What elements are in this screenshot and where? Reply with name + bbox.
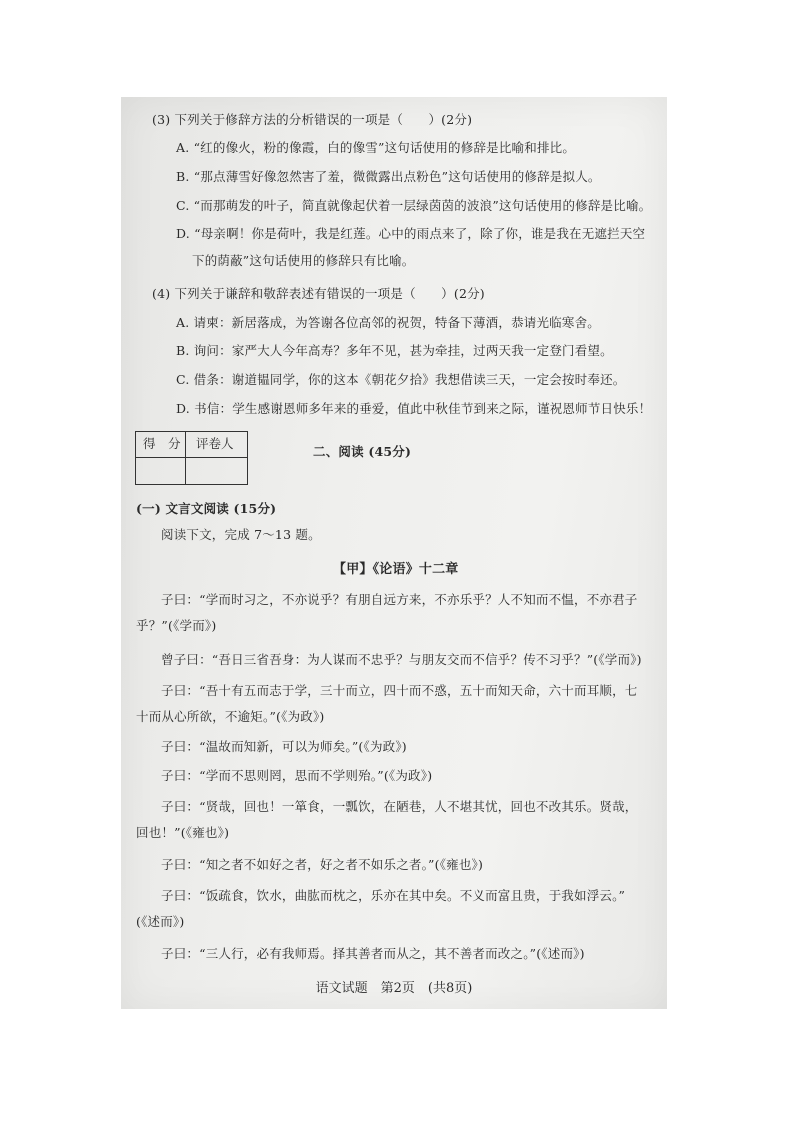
score-label: 得 分 <box>143 436 181 451</box>
q4-option-d: D. 书信：学生感谢恩师多年来的垂爱，值此中秋佳节到来之际，谨祝恩师节日快乐！ <box>176 401 652 416</box>
analects-chapter-5: 子曰：“学而不思则罔，思而不学则殆。”(《为政》) <box>161 768 433 783</box>
analects-chapter-3-line2: 十而从心所欲，不逾矩。”(《为政》) <box>136 709 325 724</box>
analects-chapter-9: 子曰：“三人行，必有我师焉。择其善者而从之，其不善者而改之。”(《述而》) <box>161 946 585 961</box>
analects-chapter-3-line1: 子曰：“吾十有五而志于学，三十而立，四十而不惑，五十而知天命，六十而耳顺，七 <box>161 683 638 698</box>
q3-option-b: B. “那点薄雪好像忽然害了羞，微微露出点粉色”这句话使用的修辞是拟人。 <box>176 169 601 184</box>
section-title: 二、阅读 (45分) <box>313 444 412 459</box>
part-title: (一) 文言文阅读 (15分) <box>136 501 277 516</box>
analects-chapter-6-line2: 回也！”(《雍也》) <box>136 825 230 840</box>
q3-option-c: C. “而那萌发的叶子，简直就像起伏着一层绿茵茵的波浪”这句话使用的修辞是比喻。 <box>176 198 652 213</box>
analects-chapter-6-line1: 子曰：“贤哉，回也！一箪食，一瓢饮，在陋巷，人不堪其忧，回也不改其乐。贤哉， <box>161 799 638 814</box>
analects-chapter-1-line1: 子曰：“学而时习之，不亦说乎？有朋自远方来，不亦乐乎？人不知而不愠，不亦君子 <box>161 592 638 607</box>
score-table-column-divider <box>185 432 186 484</box>
q3-option-d-line2: 下的荫蔽”这句话使用的修辞只有比喻。 <box>192 253 415 268</box>
q4-stem: (4) 下列关于谦辞和敬辞表述有错误的一项是（ ）(2分) <box>152 286 485 301</box>
score-table-divider <box>136 457 247 458</box>
analects-chapter-4: 子曰：“温故而知新，可以为师矣。”(《为政》) <box>161 739 407 754</box>
grader-label: 评卷人 <box>196 436 234 451</box>
analects-chapter-1-line2: 乎？”(《学而》) <box>136 618 217 633</box>
reading-instruction: 阅读下文，完成 7～13 题。 <box>161 527 321 542</box>
q4-option-c: C. 借条：谢道韫同学，你的这本《朝花夕拾》我想借读三天，一定会按时奉还。 <box>176 372 626 387</box>
score-table <box>135 431 248 485</box>
analects-chapter-2: 曾子曰：“吾日三省吾身：为人谋而不忠乎？与朋友交而不信乎？传不习乎？”(《学而》) <box>161 652 642 667</box>
q3-option-a: A. “红的像火，粉的像霞，白的像雪”这句话使用的修辞是比喻和排比。 <box>176 140 576 155</box>
analects-chapter-8-line2: (《述而》) <box>136 914 185 929</box>
q4-option-a: A. 请柬：新居落成，为答谢各位高邻的祝贺，特备下薄酒，恭请光临寒舍。 <box>176 315 600 330</box>
exam-page-photo <box>121 97 667 1009</box>
q4-option-b: B. 询问：家严大人今年高寿？多年不见，甚为牵挂，过两天我一定登门看望。 <box>176 343 613 358</box>
text-title: 【甲】《论语》十二章 <box>333 562 459 577</box>
analects-chapter-8-line1: 子曰：“饭疏食，饮水，曲肱而枕之，乐亦在其中矣。不义而富且贵，于我如浮云。” <box>161 888 626 903</box>
q3-option-d-line1: D. “母亲啊！你是荷叶，我是红莲。心中的雨点来了，除了你，谁是我在无遮拦天空 <box>176 226 646 241</box>
q3-stem: (3) 下列关于修辞方法的分析错误的一项是（ ）(2分) <box>152 112 473 127</box>
analects-chapter-7: 子曰：“知之者不如好之者，好之者不如乐之者。”(《雍也》) <box>161 857 484 872</box>
page-footer: 语文试题 第2页 (共8页) <box>315 981 473 996</box>
